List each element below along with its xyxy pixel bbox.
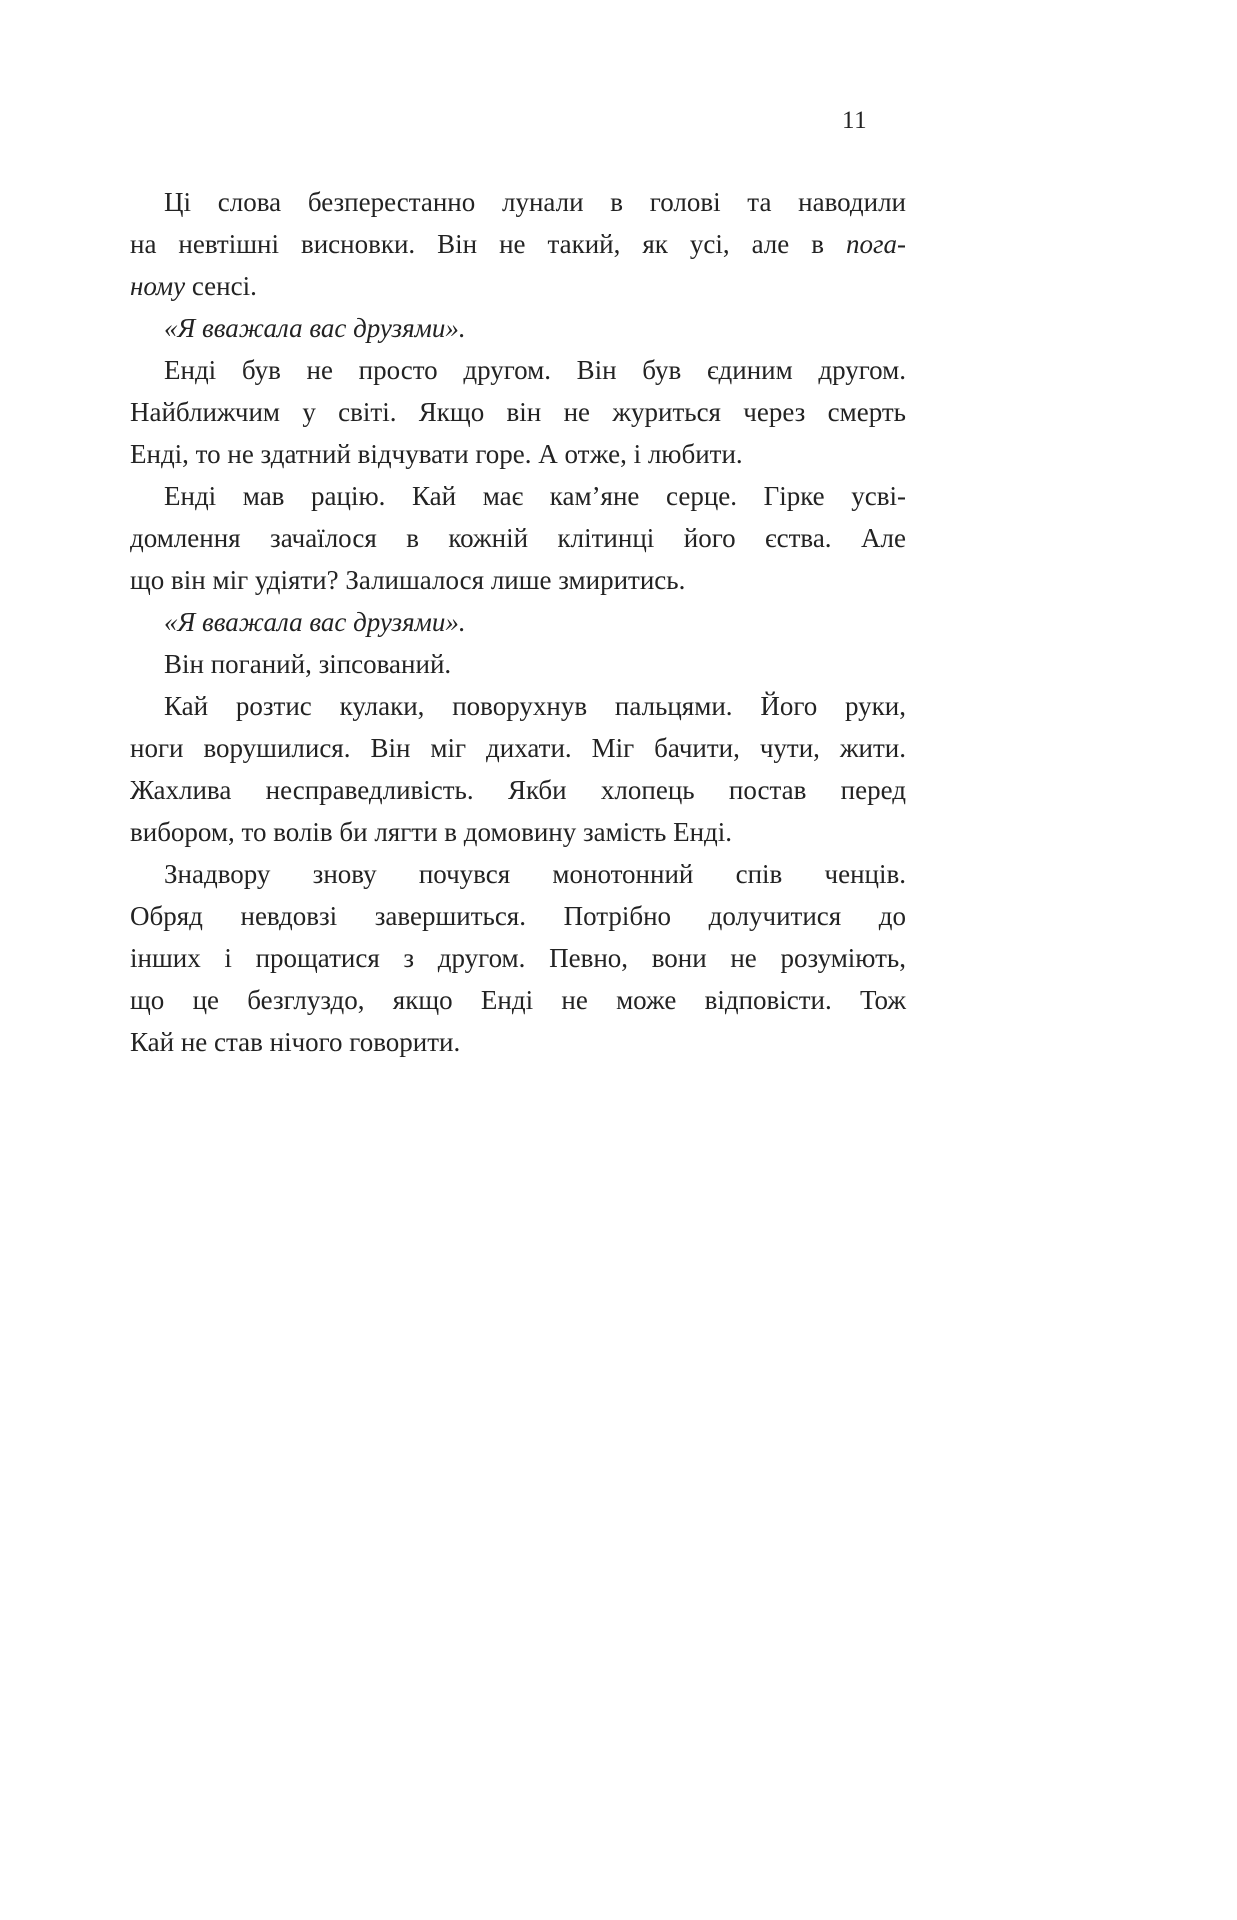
text-line [130, 265, 906, 307]
text-run: вибором, то волів би лягти в домовину замість Енді. [130, 817, 733, 847]
paragraph [130, 349, 906, 475]
text-line [130, 181, 906, 223]
text-run: Енді був не просто другом. Він був єдиним другом. [164, 355, 906, 385]
text-run: Енді мав рацію. Кай має кам’яне серце. Гірке усві- [164, 481, 906, 511]
text-line [130, 685, 906, 727]
text-run: Найближчим у світі. Якщо він не журиться через смерть [130, 397, 906, 427]
page-number: 11 [842, 107, 868, 134]
text-line [130, 769, 906, 811]
text-line [130, 979, 906, 1021]
text-run: Жахлива несправедливість. Якби хлопець постав перед [130, 775, 906, 805]
text-run: сенсі. [185, 271, 257, 301]
text-line [130, 475, 906, 517]
text-line [130, 433, 906, 475]
text-run: Обряд невдовзі завершиться. Потрібно долучитися до [130, 901, 906, 931]
paragraph [130, 643, 906, 685]
text-run: на невтішні висновки. Він не такий, як усі, але в [130, 229, 846, 259]
text-line [130, 517, 906, 559]
text-run: пога- [845, 229, 906, 259]
text-line [130, 727, 906, 769]
paragraph [130, 853, 906, 1063]
text-run: Кай не став нічого говорити. [130, 1027, 461, 1057]
text-run: домлення зачаїлося в кожній клітинці його єства. Але [130, 523, 906, 553]
paragraph [130, 475, 906, 601]
text-line [130, 307, 906, 349]
text-line [130, 391, 906, 433]
text-line [130, 937, 906, 979]
text-line [130, 643, 906, 685]
text-run: Ці слова безперестанно лунали в голові та наводили [164, 187, 906, 217]
paragraph [130, 601, 906, 643]
text-line [130, 601, 906, 643]
text-run: ному [130, 271, 186, 301]
text-run: «Я вважала вас друзями». [164, 313, 466, 343]
text-line [130, 223, 906, 265]
text-run: Знадвору знову почувся монотонний спів ченців. [164, 859, 906, 889]
text-run: Енді, то не здатний відчувати горе. А отже, і любити. [130, 439, 743, 469]
text-line [130, 1021, 906, 1063]
text-line [130, 895, 906, 937]
text-run: що це безглуздо, якщо Енді не може відповісти. Тож [130, 985, 906, 1015]
page-text [130, 181, 906, 1063]
text-line [130, 811, 906, 853]
paragraph [130, 685, 906, 853]
paragraph [130, 307, 906, 349]
text-line [130, 853, 906, 895]
text-run: ноги ворушилися. Він міг дихати. Міг бачити, чути, жити. [130, 733, 906, 763]
text-line [130, 349, 906, 391]
text-line [130, 559, 906, 601]
text-run: «Я вважала вас друзями». [164, 607, 466, 637]
paragraph [130, 181, 906, 307]
text-run: що він міг удіяти? Залишалося лише змиритись. [130, 565, 686, 595]
text-run: інших і прощатися з другом. Певно, вони не розуміють, [130, 943, 906, 973]
text-run: Кай розтис кулаки, поворухнув пальцями. Його руки, [164, 691, 906, 721]
text-run: Він поганий, зіпсований. [164, 649, 452, 679]
